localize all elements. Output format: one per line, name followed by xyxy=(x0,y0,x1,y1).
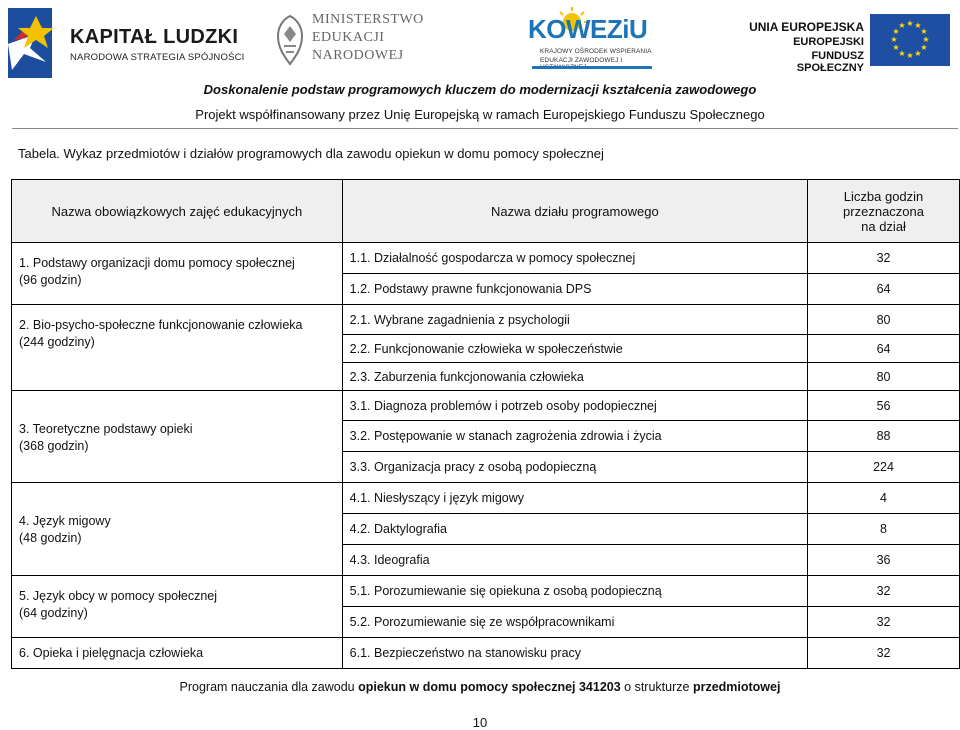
table-row xyxy=(12,483,960,514)
footer-text xyxy=(0,680,960,694)
table-row xyxy=(12,305,960,335)
eu-flag-icon xyxy=(870,14,950,66)
subject-cell-1 xyxy=(12,243,343,305)
header-subtitle: Projekt współfinansowany przez Unię Europejską w ramach Europejskiego Funduszu Społecznego xyxy=(195,107,765,122)
section-name: 1.1. Działalność gospodarcza w pomocy społecznej xyxy=(342,243,807,274)
subjects-table xyxy=(11,179,960,669)
section-hours: 32 xyxy=(808,243,960,274)
section-name: 2.3. Zaburzenia funkcjonowania człowieka xyxy=(342,363,807,391)
svg-text:★: ★ xyxy=(914,49,922,58)
section-hours: 36 xyxy=(808,545,960,576)
ue-line-3: FUNDUSZ SPOŁECZNY xyxy=(796,50,864,74)
kapital-ludzki-title: KAPITAŁ LUDZKI xyxy=(70,26,239,48)
section-name: 5.2. Porozumiewanie się ze współpracownikami xyxy=(342,607,807,638)
subject-name: 2. Bio-psycho-społeczne funkcjonowanie człowieka xyxy=(19,318,303,332)
svg-text:★: ★ xyxy=(898,21,906,30)
section-name: 3.2. Postępowanie w stanach zagrożenia zdrowia i życia xyxy=(342,421,807,452)
header-title: Doskonalenie podstaw programowych kluczem do modernizacji kształcenia zawodowego xyxy=(203,82,757,97)
ue-line-2: EUROPEJSKI xyxy=(793,36,864,48)
subject-hours: (368 godzin) xyxy=(19,439,89,453)
svg-text:★: ★ xyxy=(892,27,900,36)
subject-name: 5. Język obcy w pomocy społecznej xyxy=(19,589,218,603)
svg-text:★: ★ xyxy=(898,49,906,58)
subject-name: 3. Teoretyczne podstawy opieki xyxy=(19,422,193,436)
ue-line-1: UNIA EUROPEJSKA xyxy=(749,20,864,34)
header-divider xyxy=(12,128,958,129)
kowezu-sub-2: EDUKACJI ZAWODOWEJ I xyxy=(540,57,623,64)
section-hours: 56 xyxy=(808,391,960,421)
section-hours: 64 xyxy=(808,335,960,363)
kapital-ludzki-subtitle: NARODOWA STRATEGIA SPÓJNOŚCI xyxy=(70,52,245,63)
section-hours: 4 xyxy=(808,483,960,514)
footer-profession: opiekun w domu pomocy społecznej 341203 xyxy=(358,680,621,694)
ministry-line-2: EDUKACJI xyxy=(312,30,385,45)
subject-hours: (64 godziny) xyxy=(19,606,88,620)
subject-cell-3 xyxy=(12,391,343,483)
section-hours: 88 xyxy=(808,421,960,452)
table-header-row xyxy=(12,180,960,243)
svg-text:★: ★ xyxy=(892,43,900,52)
section-name: 3.3. Organizacja pracy z osobą podopieczną xyxy=(342,452,807,483)
ministry-line-3: NARODOWEJ xyxy=(312,48,404,63)
section-hours: 8 xyxy=(808,514,960,545)
ministry-logo xyxy=(270,10,450,72)
section-name: 4.2. Daktylografia xyxy=(342,514,807,545)
header-subject: Nazwa obowiązkowych zajęć edukacyjnych xyxy=(12,180,343,243)
section-hours: 80 xyxy=(808,305,960,335)
subject-hours: (48 godzin) xyxy=(19,531,82,545)
svg-text:★: ★ xyxy=(920,27,928,36)
footer-prefix: Program nauczania dla zawodu xyxy=(179,680,359,694)
kowezu-underline xyxy=(532,66,652,69)
subject-cell-5 xyxy=(12,576,343,638)
svg-text:★: ★ xyxy=(922,35,930,44)
section-hours: 224 xyxy=(808,452,960,483)
table-caption: Tabela. Wykaz przedmiotów i działów programowych dla zawodu opiekun w domu pomocy społecznej xyxy=(18,146,604,161)
ministry-eagle-icon xyxy=(272,12,308,68)
section-name: 4.3. Ideografia xyxy=(342,545,807,576)
section-hours: 64 xyxy=(808,274,960,305)
header-section: Nazwa działu programowego xyxy=(342,180,807,243)
subject-hours: (244 godziny) xyxy=(19,335,95,349)
kowezu-title: KOWEZiU xyxy=(528,14,648,44)
section-name: 5.1. Porozumiewanie się opiekuna z osobą podopieczną xyxy=(342,576,807,607)
subject-name: 1. Podstawy organizacji domu pomocy społecznej xyxy=(19,256,295,270)
section-name: 4.1. Niesłyszący i język migowy xyxy=(342,483,807,514)
section-name: 2.2. Funkcjonowanie człowieka w społeczeństwie xyxy=(342,335,807,363)
subject-hours: (96 godzin) xyxy=(19,273,82,287)
kapital-ludzki-logo xyxy=(6,4,246,80)
header-hours xyxy=(808,180,960,243)
header-hours-line-3: na dział xyxy=(861,218,906,234)
section-name: 2.1. Wybrane zagadnienia z psychologii xyxy=(342,305,807,335)
ministry-line-1: MINISTERSTWO xyxy=(312,12,424,27)
subject-name: 6. Opieka i pielęgnacja człowieka xyxy=(19,646,204,660)
header-hours-line-1: Liczba godzin xyxy=(843,188,924,204)
svg-text:★: ★ xyxy=(906,19,914,28)
subject-name: 4. Język migowy xyxy=(19,514,111,528)
svg-text:★: ★ xyxy=(914,21,922,30)
section-hours: 80 xyxy=(808,363,960,391)
footer-middle: o strukturze xyxy=(620,680,693,694)
kowezu-sub-1: KRAJOWY OŚRODEK WSPIERANIA xyxy=(540,48,652,55)
subject-cell-2 xyxy=(12,305,343,391)
table-row xyxy=(12,576,960,607)
section-hours: 32 xyxy=(808,607,960,638)
header-hours-line-2: przeznaczona xyxy=(843,203,924,219)
subject-cell-4 xyxy=(12,483,343,576)
subject-cell-6 xyxy=(12,638,343,669)
kapital-ludzki-emblem-icon xyxy=(6,4,66,80)
table-row xyxy=(12,391,960,421)
footer-structure: przedmiotowej xyxy=(692,680,781,694)
section-name: 3.1. Diagnoza problemów i potrzeb osoby podopiecznej xyxy=(342,391,807,421)
table-row xyxy=(12,638,960,669)
svg-text:★: ★ xyxy=(906,51,914,60)
table-row xyxy=(12,243,960,274)
section-hours: 32 xyxy=(808,576,960,607)
section-name: 6.1. Bezpieczeństwo na stanowisku pracy xyxy=(342,638,807,669)
section-name: 1.2. Podstawy prawne funkcjonowania DPS xyxy=(342,274,807,305)
section-hours: 32 xyxy=(808,638,960,669)
svg-text:★: ★ xyxy=(890,35,898,44)
kowezu-logo xyxy=(518,6,668,76)
eu-logo xyxy=(748,14,958,74)
svg-text:★: ★ xyxy=(920,43,928,52)
page-number: 10 xyxy=(472,715,488,730)
